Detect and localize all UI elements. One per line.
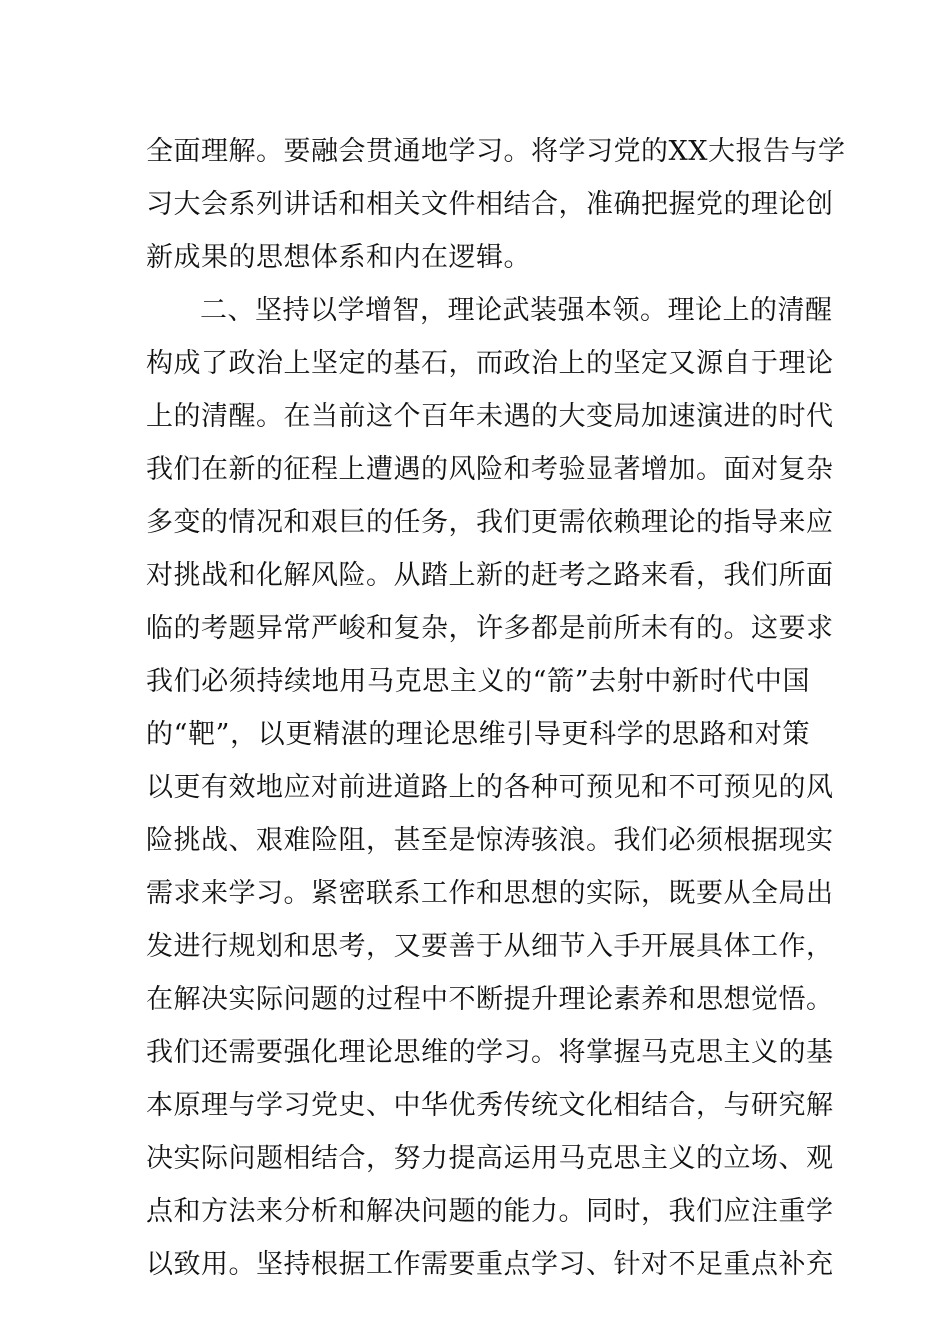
text-line: 需求来学习。紧密联系工作和思想的实际，既要从全局出 [146, 878, 834, 909]
text-line: 决实际问题相结合，努力提高运用马克思主义的立场、观 [146, 1143, 834, 1174]
text-line: 险挑战、艰难险阻，甚至是惊涛骇浪。我们必须根据现实 [146, 825, 834, 856]
text-line: 全面理解。要融会贯通地学习。将学习党的XX大报告与学 [146, 136, 846, 167]
text-line: 新成果的思想体系和内在逻辑。 [146, 242, 531, 273]
text-line: 临的考题异常严峻和复杂，许多都是前所未有的。这要求 [146, 613, 834, 644]
text-line: 点和方法来分析和解决问题的能力。同时，我们应注重学 [146, 1196, 834, 1227]
section-heading-line: 二、坚持以学增智，理论武装强本领。理论上的清醒 [200, 295, 833, 326]
text-line: 以更有效地应对前进道路上的各种可预见和不可预见的风 [146, 772, 834, 803]
text-line: 多变的情况和艰巨的任务，我们更需依赖理论的指导来应 [146, 507, 834, 538]
text-line: 我们必须持续地用马克思主义的“箭”去射中新时代中国 [146, 666, 810, 697]
text-line: 本原理与学习党史、中华优秀传统文化相结合，与研究解 [146, 1090, 834, 1121]
text-line: 我们还需要强化理论思维的学习。将掌握马克思主义的基 [146, 1037, 834, 1068]
text-line: 上的清醒。在当前这个百年未遇的大变局加速演进的时代 [146, 401, 834, 432]
document-body [146, 125, 846, 1291]
text-line: 我们在新的征程上遭遇的风险和考验显著增加。面对复杂 [146, 454, 834, 485]
text-line: 对挑战和化解风险。从踏上新的赶考之路来看，我们所面 [146, 560, 834, 591]
text-line: 的“靶”，以更精湛的理论思维引导更科学的思路和对策 [146, 719, 810, 750]
text-line: 在解决实际问题的过程中不断提升理论素养和思想觉悟。 [146, 984, 834, 1015]
text-line: 构成了政治上坚定的基石，而政治上的坚定又源自于理论 [146, 348, 834, 379]
text-line: 发进行规划和思考，又要善于从细节入手开展具体工作， [146, 931, 834, 962]
text-line: 习大会系列讲话和相关文件相结合，准确把握党的理论创 [146, 189, 834, 220]
text-line: 以致用。坚持根据工作需要重点学习、针对不足重点补充 [146, 1249, 834, 1280]
